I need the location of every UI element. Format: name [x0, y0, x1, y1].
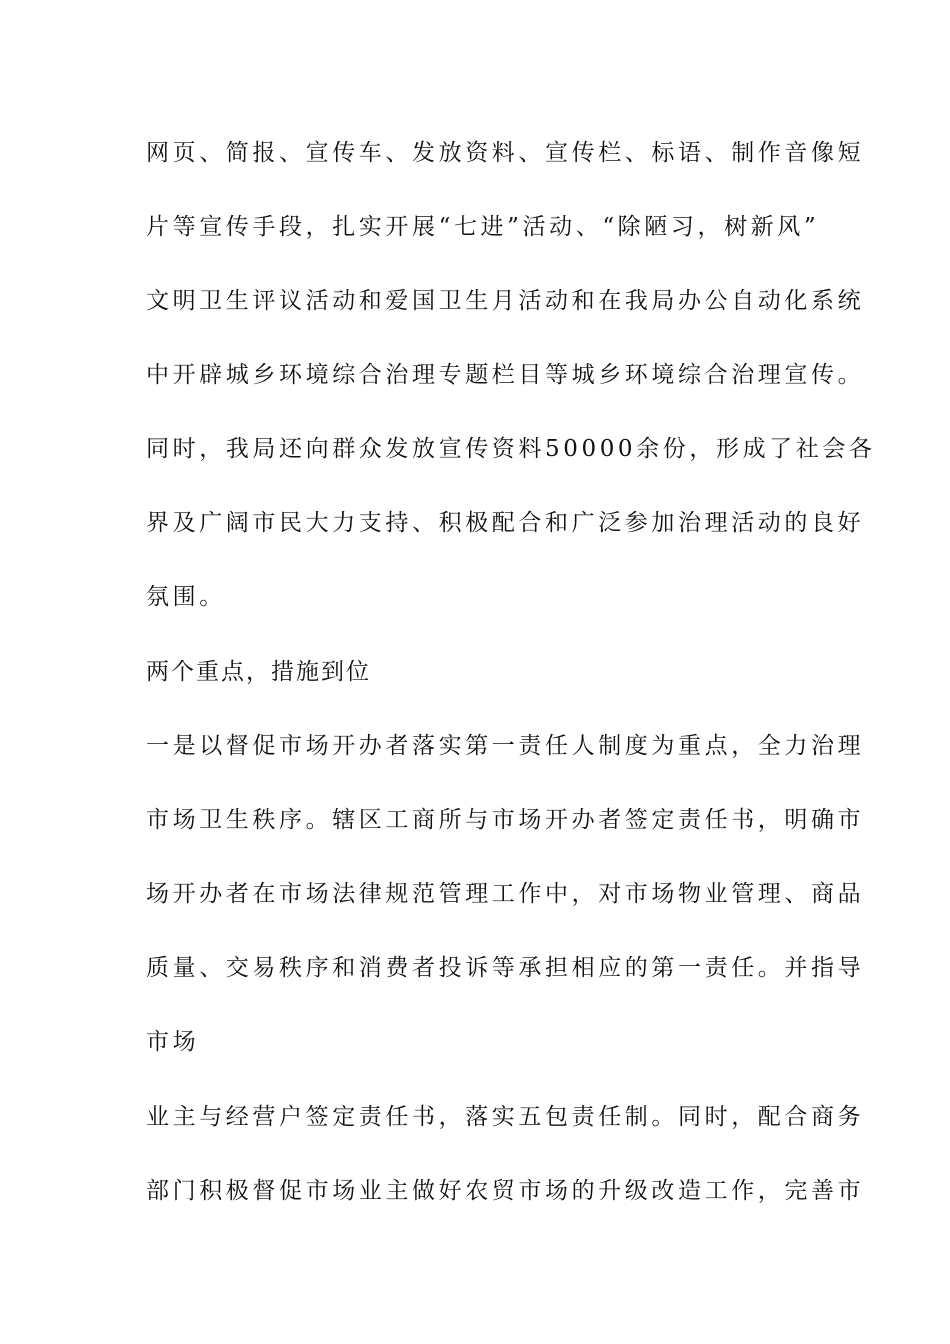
body-text-line: 界及广阔市民大力支持、积极配合和广泛参加治理活动的良好 — [146, 510, 865, 536]
body-text-line: 中开辟城乡环境综合治理专题栏目等城乡环境综合治理宣传。 — [146, 362, 865, 388]
body-text-line: 市场卫生秩序。辖区工商所与市场开办者签定责任书，明确市 — [146, 807, 865, 833]
body-text-line: 同时，我局还向群众发放宣传资料50000余份，形成了社会各 — [146, 436, 876, 462]
body-text-line: 业主与经营户签定责任书，落实五包责任制。同时，配合商务 — [146, 1104, 865, 1130]
body-text-line: 质量、交易秩序和消费者投诉等承担相应的第一责任。并指导 — [146, 955, 865, 981]
body-text-line: 市场 — [146, 1029, 200, 1055]
body-text-line: 文明卫生评议活动和爱国卫生月活动和在我局办公自动化系统 — [146, 288, 865, 314]
section-heading: 两个重点，措施到位 — [146, 659, 371, 685]
body-text-line: 网页、简报、宣传车、发放资料、宣传栏、标语、制作音像短 — [146, 140, 865, 166]
body-text-line: 部门积极督促市场业主做好农贸市场的升级改造工作，完善市 — [146, 1178, 865, 1204]
body-text-line: 一是以督促市场开办者落实第一责任人制度为重点，全力治理 — [146, 733, 865, 759]
body-text-line: 氛围。 — [146, 584, 226, 610]
body-text-line: 片等宣传手段，扎实开展“七进”活动、“除陋习，树新风” — [146, 214, 820, 240]
body-text-line: 场开办者在市场法律规范管理工作中，对市场物业管理、商品 — [146, 881, 865, 907]
